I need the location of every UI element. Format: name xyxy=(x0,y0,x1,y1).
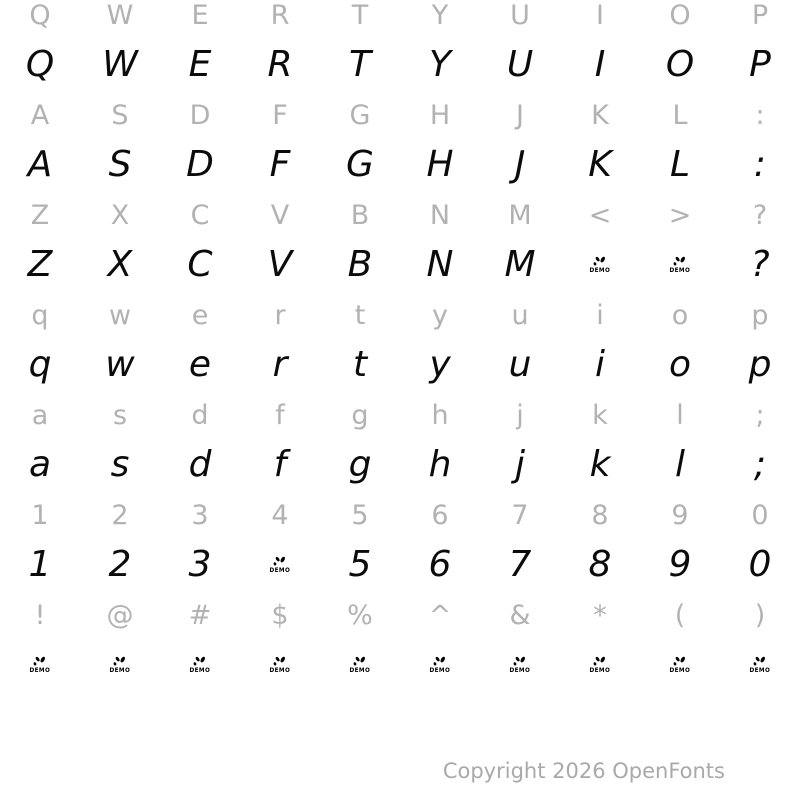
glyph-cell: @ xyxy=(106,599,134,631)
glyph-cell-demo xyxy=(720,640,800,690)
glyph-cell: > xyxy=(668,199,692,231)
glyph-cell: f xyxy=(273,444,287,485)
glyph-cell-demo xyxy=(640,240,720,290)
glyph-cell-demo xyxy=(320,640,400,690)
glyph-cell: * xyxy=(593,599,607,631)
demo-fleuron-icon xyxy=(672,256,688,267)
glyph-cell: F xyxy=(269,144,291,185)
demo-placeholder-glyph xyxy=(589,256,611,274)
glyph-cell: y xyxy=(432,299,448,331)
glyph-cell: C xyxy=(190,199,210,231)
glyph-cell: H xyxy=(429,99,451,131)
glyph-cell-demo xyxy=(160,640,240,690)
demo-label: DEMO xyxy=(429,667,451,674)
glyph-cell-demo xyxy=(240,640,320,690)
demo-placeholder-glyph xyxy=(429,656,451,674)
glyph-row-3-gray xyxy=(0,90,800,140)
glyph-cell: Z xyxy=(30,199,50,231)
glyph-cell: U xyxy=(506,44,534,85)
demo-fleuron-icon xyxy=(432,656,448,667)
glyph-cell: B xyxy=(347,244,373,285)
glyph-cell: 1 xyxy=(31,499,49,531)
demo-label: DEMO xyxy=(269,567,291,574)
glyph-cell: X xyxy=(110,199,130,231)
glyph-cell: K xyxy=(591,99,609,131)
glyph-cell: I xyxy=(594,44,606,85)
glyph-cell: 5 xyxy=(351,499,369,531)
glyph-cell: ! xyxy=(34,599,46,631)
demo-placeholder-glyph xyxy=(669,256,691,274)
glyph-cell: U xyxy=(510,0,530,31)
glyph-cell: ? xyxy=(752,199,768,231)
demo-placeholder-glyph xyxy=(669,656,691,674)
glyph-cell-demo xyxy=(560,240,640,290)
glyph-cell: R xyxy=(270,0,290,31)
demo-label: DEMO xyxy=(29,667,51,674)
glyph-cell: V xyxy=(270,199,290,231)
glyph-cell: d xyxy=(191,399,209,431)
demo-fleuron-icon xyxy=(112,656,128,667)
glyph-cell: w xyxy=(105,344,135,385)
glyph-cell-demo xyxy=(560,640,640,690)
demo-fleuron-icon xyxy=(272,656,288,667)
glyph-cell: G xyxy=(346,144,374,185)
demo-placeholder-glyph xyxy=(349,656,371,674)
glyph-cell: w xyxy=(108,299,132,331)
glyph-cell: q xyxy=(31,299,49,331)
glyph-cell: L xyxy=(672,99,688,131)
glyph-cell: Y xyxy=(431,0,449,31)
glyph-cell: P xyxy=(749,44,771,85)
demo-label: DEMO xyxy=(349,667,371,674)
glyph-cell: u xyxy=(511,299,529,331)
demo-fleuron-icon xyxy=(512,656,528,667)
demo-fleuron-icon xyxy=(32,656,48,667)
glyph-cell: r xyxy=(272,344,288,385)
glyph-cell: E xyxy=(188,44,212,85)
glyph-cell: O xyxy=(665,44,695,85)
glyph-cell: p xyxy=(751,299,769,331)
glyph-cell: C xyxy=(187,244,213,285)
demo-fleuron-icon xyxy=(752,656,768,667)
glyph-cell: V xyxy=(267,244,293,285)
glyph-cell: e xyxy=(188,344,212,385)
glyph-cell: ? xyxy=(750,244,770,285)
glyph-cell-demo xyxy=(640,640,720,690)
glyph-cell: M xyxy=(504,244,536,285)
glyph-cell: s xyxy=(110,444,130,485)
glyph-cell: D xyxy=(189,99,211,131)
glyph-cell: j xyxy=(516,399,524,431)
glyph-row-11-gray xyxy=(0,490,800,540)
glyph-cell: 7 xyxy=(511,499,529,531)
glyph-cell: 9 xyxy=(668,544,692,585)
demo-fleuron-icon xyxy=(192,656,208,667)
glyph-cell: D xyxy=(186,144,214,185)
glyph-cell: e xyxy=(191,299,209,331)
glyph-cell: 9 xyxy=(671,499,689,531)
glyph-cell: N xyxy=(426,244,454,285)
demo-label: DEMO xyxy=(109,667,131,674)
demo-label: DEMO xyxy=(589,267,611,274)
glyph-row-12-black xyxy=(0,540,800,590)
glyph-cell-demo xyxy=(0,640,80,690)
glyph-cell: d xyxy=(188,444,212,485)
glyph-row-14-black xyxy=(0,640,800,690)
glyph-cell: W xyxy=(102,44,138,85)
glyph-row-7-gray xyxy=(0,290,800,340)
glyph-cell: 5 xyxy=(348,544,372,585)
demo-placeholder-glyph xyxy=(269,656,291,674)
glyph-cell: i xyxy=(596,299,604,331)
glyph-cell: Z xyxy=(27,244,53,285)
glyph-cell: X xyxy=(107,244,133,285)
glyph-cell: 3 xyxy=(188,544,212,585)
glyph-row-2-black xyxy=(0,40,800,90)
glyph-cell: o xyxy=(668,344,692,385)
demo-label: DEMO xyxy=(589,667,611,674)
glyph-cell: % xyxy=(347,599,373,631)
demo-placeholder-glyph xyxy=(749,656,771,674)
demo-placeholder-glyph xyxy=(269,556,291,574)
glyph-cell: $ xyxy=(271,599,289,631)
demo-label: DEMO xyxy=(669,267,691,274)
glyph-cell: K xyxy=(588,144,612,185)
glyph-cell: 1 xyxy=(28,544,52,585)
glyph-cell: a xyxy=(28,444,52,485)
glyph-cell: A xyxy=(27,144,53,185)
glyph-cell: ; xyxy=(753,444,767,485)
glyph-cell-demo xyxy=(240,540,320,590)
glyph-row-1-gray xyxy=(0,0,800,40)
glyph-row-6-black xyxy=(0,240,800,290)
glyph-cell: ) xyxy=(754,599,766,631)
glyph-cell: H xyxy=(426,144,454,185)
glyph-cell: a xyxy=(31,399,49,431)
glyph-cell: 6 xyxy=(431,499,449,531)
demo-placeholder-glyph xyxy=(29,656,51,674)
glyph-cell: u xyxy=(508,344,532,385)
glyph-cell-demo xyxy=(80,640,160,690)
glyph-cell: 7 xyxy=(508,544,532,585)
glyph-cell: B xyxy=(350,199,370,231)
demo-label: DEMO xyxy=(269,667,291,674)
glyph-cell: f xyxy=(275,399,285,431)
glyph-cell: Q xyxy=(29,0,51,31)
glyph-cell: 4 xyxy=(271,499,289,531)
glyph-cell: 6 xyxy=(428,544,452,585)
copyright-text: Copyright 2026 OpenFonts xyxy=(442,759,725,783)
glyph-cell: r xyxy=(274,299,286,331)
glyph-cell: J xyxy=(514,144,526,185)
glyph-cell: N xyxy=(429,199,451,231)
demo-fleuron-icon xyxy=(592,656,608,667)
glyph-cell: S xyxy=(108,144,132,185)
glyph-cell: l xyxy=(676,399,684,431)
glyph-cell: Q xyxy=(25,44,55,85)
glyph-cell: h xyxy=(428,444,452,485)
glyph-row-10-black xyxy=(0,440,800,490)
glyph-cell: h xyxy=(431,399,449,431)
demo-fleuron-icon xyxy=(672,656,688,667)
glyph-cell: E xyxy=(191,0,209,31)
glyph-cell: 3 xyxy=(191,499,209,531)
glyph-cell: 0 xyxy=(751,499,769,531)
demo-label: DEMO xyxy=(749,667,771,674)
glyph-cell: j xyxy=(514,444,525,485)
glyph-cell: P xyxy=(751,0,769,31)
glyph-cell-demo xyxy=(480,640,560,690)
glyph-cell: Y xyxy=(429,44,451,85)
glyph-cell: k xyxy=(592,399,608,431)
glyph-cell: O xyxy=(669,0,691,31)
glyph-cell: 2 xyxy=(108,544,132,585)
glyph-cell: o xyxy=(671,299,689,331)
glyph-cell: p xyxy=(748,344,772,385)
glyph-cell: W xyxy=(106,0,134,31)
glyph-cell: ; xyxy=(755,399,765,431)
glyph-cell: l xyxy=(674,444,685,485)
demo-label: DEMO xyxy=(669,667,691,674)
glyph-cell: 2 xyxy=(111,499,129,531)
glyph-cell: S xyxy=(111,99,129,131)
glyph-row-9-gray xyxy=(0,390,800,440)
glyph-cell: M xyxy=(508,199,532,231)
glyph-cell: 8 xyxy=(588,544,612,585)
glyph-cell: q xyxy=(28,344,52,385)
glyph-cell: : xyxy=(755,99,765,131)
demo-label: DEMO xyxy=(509,667,531,674)
demo-placeholder-glyph xyxy=(589,656,611,674)
demo-placeholder-glyph xyxy=(189,656,211,674)
demo-placeholder-glyph xyxy=(509,656,531,674)
demo-placeholder-glyph xyxy=(109,656,131,674)
glyph-row-4-black xyxy=(0,140,800,190)
glyph-row-8-black xyxy=(0,340,800,390)
glyph-cell: G xyxy=(349,99,371,131)
glyph-cell: T xyxy=(349,44,371,85)
glyph-cell: 8 xyxy=(591,499,609,531)
demo-label: DEMO xyxy=(189,667,211,674)
glyph-cell: ( xyxy=(674,599,686,631)
glyph-cell: g xyxy=(351,399,369,431)
glyph-cell: s xyxy=(112,399,128,431)
glyph-cell: t xyxy=(354,299,366,331)
glyph-cell: L xyxy=(669,144,691,185)
glyph-cell: J xyxy=(516,99,524,131)
glyph-cell: T xyxy=(351,0,369,31)
glyph-cell: A xyxy=(30,99,50,131)
glyph-row-5-gray xyxy=(0,190,800,240)
demo-fleuron-icon xyxy=(272,556,288,567)
glyph-row-13-gray xyxy=(0,590,800,640)
glyph-cell: R xyxy=(267,44,293,85)
glyph-cell: y xyxy=(429,344,451,385)
glyph-cell: i xyxy=(594,344,605,385)
demo-fleuron-icon xyxy=(352,656,368,667)
glyph-cell: : xyxy=(753,144,767,185)
glyph-cell-demo xyxy=(400,640,480,690)
glyph-cell: ^ xyxy=(428,599,452,631)
glyph-cell: 0 xyxy=(748,544,772,585)
demo-fleuron-icon xyxy=(592,256,608,267)
glyph-cell: I xyxy=(596,0,604,31)
glyph-cell: g xyxy=(348,444,372,485)
glyph-cell: & xyxy=(509,599,531,631)
glyph-cell: # xyxy=(188,599,212,631)
glyph-cell: t xyxy=(352,344,368,385)
glyph-cell: k xyxy=(589,444,611,485)
glyph-cell: < xyxy=(588,199,612,231)
glyph-cell: F xyxy=(272,99,288,131)
